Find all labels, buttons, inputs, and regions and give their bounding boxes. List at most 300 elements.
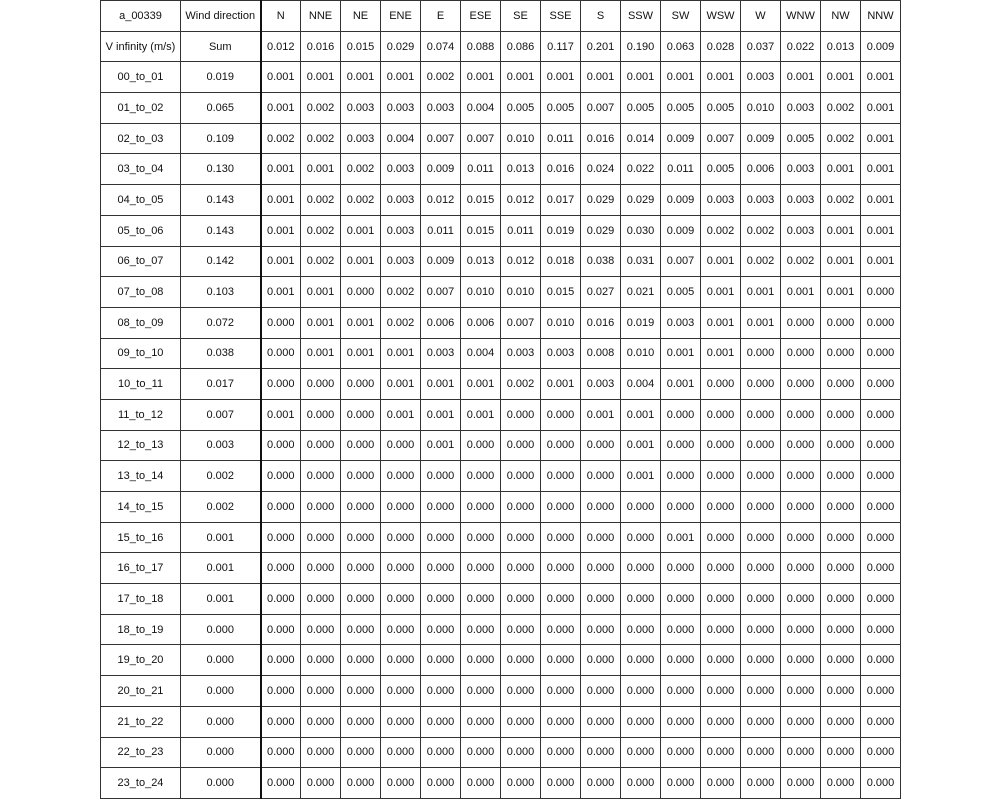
probability-cell: 0.002 [301, 123, 341, 154]
probability-cell: 0.000 [341, 553, 381, 584]
probability-cell: 0.002 [341, 154, 381, 185]
speed-bin-sum: 0.130 [181, 154, 261, 185]
probability-cell: 0.008 [581, 338, 621, 369]
probability-cell: 0.000 [341, 461, 381, 492]
probability-cell: 0.000 [301, 430, 341, 461]
table-row [101, 768, 901, 799]
probability-cell: 0.000 [501, 614, 541, 645]
probability-cell: 0.000 [421, 461, 461, 492]
probability-cell: 0.010 [621, 338, 661, 369]
probability-cell: 0.003 [381, 93, 421, 124]
direction-header-ene: ENE [381, 1, 421, 32]
speed-bin-sum: 0.103 [181, 277, 261, 308]
speed-bin-sum: 0.143 [181, 215, 261, 246]
probability-cell: 0.000 [341, 768, 381, 799]
speed-bin-sum: 0.001 [181, 522, 261, 553]
probability-cell: 0.000 [781, 768, 821, 799]
probability-cell: 0.011 [461, 154, 501, 185]
speed-bin-label: 08_to_09 [101, 307, 181, 338]
probability-cell: 0.001 [341, 215, 381, 246]
probability-cell: 0.000 [821, 553, 861, 584]
probability-cell: 0.013 [461, 246, 501, 277]
probability-cell: 0.001 [421, 369, 461, 400]
probability-cell: 0.001 [501, 62, 541, 93]
direction-header-wsw: WSW [701, 1, 741, 32]
speed-bin-sum: 0.109 [181, 123, 261, 154]
probability-cell: 0.004 [381, 123, 421, 154]
probability-cell: 0.000 [541, 768, 581, 799]
table-row [101, 123, 901, 154]
speed-bin-label: 15_to_16 [101, 522, 181, 553]
probability-cell: 0.003 [421, 93, 461, 124]
probability-cell: 0.000 [821, 492, 861, 523]
probability-cell: 0.000 [621, 676, 661, 707]
probability-cell: 0.000 [541, 522, 581, 553]
probability-cell: 0.001 [261, 277, 301, 308]
probability-cell: 0.000 [741, 430, 781, 461]
speed-bin-label: 19_to_20 [101, 645, 181, 676]
probability-cell: 0.000 [781, 369, 821, 400]
direction-sum-cell: 0.088 [461, 31, 501, 62]
probability-cell: 0.001 [661, 338, 701, 369]
probability-cell: 0.000 [821, 338, 861, 369]
direction-header-nnw: NNW [861, 1, 901, 32]
probability-cell: 0.000 [821, 584, 861, 615]
probability-cell: 0.001 [341, 62, 381, 93]
probability-cell: 0.001 [381, 62, 421, 93]
probability-cell: 0.000 [261, 492, 301, 523]
probability-cell: 0.000 [421, 522, 461, 553]
speed-bin-sum: 0.000 [181, 768, 261, 799]
probability-cell: 0.000 [661, 553, 701, 584]
probability-cell: 0.000 [781, 338, 821, 369]
probability-cell: 0.007 [461, 123, 501, 154]
probability-cell: 0.002 [421, 62, 461, 93]
probability-cell: 0.000 [661, 584, 701, 615]
probability-cell: 0.001 [861, 246, 901, 277]
probability-cell: 0.000 [341, 645, 381, 676]
probability-cell: 0.000 [861, 584, 901, 615]
direction-header-e: E [421, 1, 461, 32]
probability-cell: 0.000 [261, 584, 301, 615]
probability-cell: 0.001 [581, 62, 621, 93]
probability-cell: 0.003 [661, 307, 701, 338]
probability-cell: 0.006 [421, 307, 461, 338]
probability-cell: 0.011 [541, 123, 581, 154]
probability-cell: 0.000 [861, 399, 901, 430]
speed-bin-sum: 0.000 [181, 645, 261, 676]
probability-cell: 0.000 [861, 277, 901, 308]
probability-cell: 0.000 [341, 676, 381, 707]
speed-bin-label: 21_to_22 [101, 706, 181, 737]
probability-cell: 0.010 [541, 307, 581, 338]
speed-bin-sum: 0.000 [181, 706, 261, 737]
probability-cell: 0.003 [501, 338, 541, 369]
probability-cell: 0.000 [341, 706, 381, 737]
speed-bin-label: 02_to_03 [101, 123, 181, 154]
probability-cell: 0.001 [301, 62, 341, 93]
probability-cell: 0.000 [421, 706, 461, 737]
probability-cell: 0.004 [461, 338, 501, 369]
probability-cell: 0.000 [541, 430, 581, 461]
probability-cell: 0.001 [861, 185, 901, 216]
probability-cell: 0.009 [661, 215, 701, 246]
probability-cell: 0.000 [661, 645, 701, 676]
table-row [101, 369, 901, 400]
probability-cell: 0.000 [301, 768, 341, 799]
speed-bin-sum: 0.001 [181, 584, 261, 615]
probability-cell: 0.000 [661, 614, 701, 645]
probability-cell: 0.000 [261, 553, 301, 584]
probability-cell: 0.000 [381, 461, 421, 492]
probability-cell: 0.003 [741, 185, 781, 216]
probability-cell: 0.003 [541, 338, 581, 369]
probability-cell: 0.000 [261, 307, 301, 338]
probability-cell: 0.000 [301, 369, 341, 400]
direction-sum-cell: 0.012 [261, 31, 301, 62]
probability-cell: 0.000 [381, 706, 421, 737]
probability-cell: 0.000 [461, 614, 501, 645]
probability-cell: 0.000 [341, 737, 381, 768]
probability-cell: 0.000 [541, 399, 581, 430]
probability-cell: 0.001 [541, 62, 581, 93]
probability-cell: 0.015 [541, 277, 581, 308]
probability-cell: 0.003 [421, 338, 461, 369]
probability-cell: 0.009 [661, 185, 701, 216]
probability-cell: 0.000 [741, 369, 781, 400]
probability-cell: 0.010 [501, 277, 541, 308]
probability-cell: 0.000 [821, 307, 861, 338]
probability-cell: 0.006 [741, 154, 781, 185]
probability-cell: 0.000 [781, 584, 821, 615]
probability-cell: 0.007 [701, 123, 741, 154]
probability-cell: 0.000 [381, 584, 421, 615]
probability-cell: 0.001 [301, 307, 341, 338]
probability-cell: 0.000 [861, 307, 901, 338]
probability-cell: 0.000 [461, 645, 501, 676]
probability-cell: 0.027 [581, 277, 621, 308]
probability-cell: 0.002 [781, 246, 821, 277]
table-row [101, 614, 901, 645]
probability-cell: 0.000 [461, 522, 501, 553]
probability-cell: 0.000 [741, 706, 781, 737]
probability-cell: 0.003 [381, 185, 421, 216]
probability-cell: 0.010 [501, 123, 541, 154]
probability-cell: 0.011 [501, 215, 541, 246]
probability-cell: 0.001 [261, 154, 301, 185]
probability-cell: 0.000 [621, 737, 661, 768]
probability-cell: 0.000 [701, 461, 741, 492]
probability-cell: 0.001 [341, 338, 381, 369]
probability-cell: 0.000 [821, 430, 861, 461]
probability-cell: 0.001 [261, 62, 301, 93]
table-row [101, 645, 901, 676]
probability-cell: 0.015 [461, 185, 501, 216]
probability-cell: 0.000 [781, 553, 821, 584]
probability-cell: 0.000 [581, 492, 621, 523]
probability-cell: 0.000 [861, 706, 901, 737]
probability-cell: 0.000 [661, 676, 701, 707]
speed-bin-sum: 0.019 [181, 62, 261, 93]
probability-cell: 0.010 [461, 277, 501, 308]
direction-sum-cell: 0.029 [381, 31, 421, 62]
table-row [101, 62, 901, 93]
probability-cell: 0.005 [501, 93, 541, 124]
probability-cell: 0.000 [541, 584, 581, 615]
probability-cell: 0.004 [621, 369, 661, 400]
speed-bin-label: 18_to_19 [101, 614, 181, 645]
probability-cell: 0.001 [341, 246, 381, 277]
probability-cell: 0.000 [381, 430, 421, 461]
probability-cell: 0.000 [461, 461, 501, 492]
speed-bin-label: 14_to_15 [101, 492, 181, 523]
probability-cell: 0.000 [341, 277, 381, 308]
speed-bin-sum: 0.143 [181, 185, 261, 216]
direction-header-sw: SW [661, 1, 701, 32]
probability-cell: 0.002 [341, 185, 381, 216]
speed-bin-label: 04_to_05 [101, 185, 181, 216]
speed-bin-label: 07_to_08 [101, 277, 181, 308]
probability-cell: 0.001 [541, 369, 581, 400]
probability-cell: 0.000 [701, 430, 741, 461]
speed-bin-sum: 0.017 [181, 369, 261, 400]
speed-bin-sum: 0.002 [181, 492, 261, 523]
probability-cell: 0.011 [661, 154, 701, 185]
probability-cell: 0.000 [381, 737, 421, 768]
speed-bin-label: 23_to_24 [101, 768, 181, 799]
probability-cell: 0.000 [781, 614, 821, 645]
probability-cell: 0.000 [621, 768, 661, 799]
probability-cell: 0.000 [341, 492, 381, 523]
speed-bin-sum: 0.000 [181, 614, 261, 645]
probability-cell: 0.000 [261, 645, 301, 676]
direction-header-nne: NNE [301, 1, 341, 32]
direction-sum-cell: 0.015 [341, 31, 381, 62]
probability-cell: 0.000 [381, 614, 421, 645]
probability-cell: 0.001 [821, 62, 861, 93]
probability-cell: 0.005 [781, 123, 821, 154]
probability-cell: 0.002 [821, 93, 861, 124]
probability-cell: 0.031 [621, 246, 661, 277]
probability-cell: 0.000 [341, 369, 381, 400]
probability-cell: 0.003 [701, 185, 741, 216]
probability-cell: 0.000 [541, 492, 581, 523]
probability-cell: 0.000 [621, 522, 661, 553]
probability-cell: 0.001 [461, 369, 501, 400]
speed-bin-sum: 0.142 [181, 246, 261, 277]
probability-cell: 0.000 [461, 676, 501, 707]
probability-cell: 0.000 [741, 645, 781, 676]
probability-cell: 0.000 [781, 706, 821, 737]
probability-cell: 0.002 [301, 246, 341, 277]
probability-cell: 0.000 [781, 307, 821, 338]
probability-cell: 0.000 [621, 614, 661, 645]
probability-cell: 0.000 [741, 584, 781, 615]
table-row [101, 185, 901, 216]
probability-cell: 0.015 [461, 215, 501, 246]
probability-cell: 0.001 [261, 215, 301, 246]
probability-cell: 0.000 [541, 676, 581, 707]
probability-cell: 0.006 [461, 307, 501, 338]
probability-cell: 0.001 [621, 430, 661, 461]
speed-bin-sum: 0.001 [181, 553, 261, 584]
probability-cell: 0.000 [501, 768, 541, 799]
probability-cell: 0.000 [861, 645, 901, 676]
probability-cell: 0.000 [541, 737, 581, 768]
probability-cell: 0.001 [701, 277, 741, 308]
probability-cell: 0.005 [541, 93, 581, 124]
probability-cell: 0.016 [581, 307, 621, 338]
probability-cell: 0.000 [341, 584, 381, 615]
probability-cell: 0.000 [821, 706, 861, 737]
probability-cell: 0.000 [421, 584, 461, 615]
probability-cell: 0.002 [381, 307, 421, 338]
probability-cell: 0.029 [581, 215, 621, 246]
probability-cell: 0.000 [621, 645, 661, 676]
probability-cell: 0.000 [861, 461, 901, 492]
probability-cell: 0.000 [581, 768, 621, 799]
probability-cell: 0.003 [781, 185, 821, 216]
probability-cell: 0.000 [701, 584, 741, 615]
corner-id-cell: a_00339 [101, 1, 181, 32]
probability-cell: 0.001 [621, 62, 661, 93]
probability-cell: 0.001 [821, 246, 861, 277]
probability-cell: 0.000 [621, 706, 661, 737]
probability-cell: 0.001 [861, 154, 901, 185]
probability-cell: 0.002 [821, 123, 861, 154]
speed-bin-label: 09_to_10 [101, 338, 181, 369]
probability-cell: 0.002 [381, 277, 421, 308]
probability-cell: 0.001 [621, 399, 661, 430]
table-row [101, 215, 901, 246]
speed-bin-label: 22_to_23 [101, 737, 181, 768]
probability-cell: 0.001 [701, 62, 741, 93]
direction-sum-cell: 0.037 [741, 31, 781, 62]
speed-bin-sum: 0.038 [181, 338, 261, 369]
probability-cell: 0.001 [781, 277, 821, 308]
probability-cell: 0.016 [581, 123, 621, 154]
probability-cell: 0.000 [301, 522, 341, 553]
probability-cell: 0.000 [781, 461, 821, 492]
probability-cell: 0.002 [301, 93, 341, 124]
table-row [101, 522, 901, 553]
table-row [101, 737, 901, 768]
probability-cell: 0.038 [581, 246, 621, 277]
probability-cell: 0.004 [461, 93, 501, 124]
probability-cell: 0.000 [261, 461, 301, 492]
probability-cell: 0.000 [501, 706, 541, 737]
probability-cell: 0.000 [661, 399, 701, 430]
probability-cell: 0.003 [341, 123, 381, 154]
probability-cell: 0.000 [701, 399, 741, 430]
probability-cell: 0.029 [621, 185, 661, 216]
probability-cell: 0.000 [701, 768, 741, 799]
probability-cell: 0.003 [781, 215, 821, 246]
probability-cell: 0.014 [621, 123, 661, 154]
probability-cell: 0.000 [741, 492, 781, 523]
probability-cell: 0.000 [301, 676, 341, 707]
probability-cell: 0.019 [621, 307, 661, 338]
probability-cell: 0.001 [461, 399, 501, 430]
probability-cell: 0.000 [781, 399, 821, 430]
probability-cell: 0.016 [541, 154, 581, 185]
probability-cell: 0.000 [701, 737, 741, 768]
probability-cell: 0.000 [861, 338, 901, 369]
probability-cell: 0.000 [661, 492, 701, 523]
probability-cell: 0.009 [661, 123, 701, 154]
probability-cell: 0.000 [661, 737, 701, 768]
probability-cell: 0.000 [541, 614, 581, 645]
probability-cell: 0.000 [421, 614, 461, 645]
probability-cell: 0.000 [701, 676, 741, 707]
probability-cell: 0.000 [421, 492, 461, 523]
probability-cell: 0.001 [301, 277, 341, 308]
probability-cell: 0.011 [421, 215, 461, 246]
probability-cell: 0.000 [821, 768, 861, 799]
probability-cell: 0.002 [741, 246, 781, 277]
probability-cell: 0.000 [701, 614, 741, 645]
speed-bin-sum: 0.065 [181, 93, 261, 124]
probability-cell: 0.017 [541, 185, 581, 216]
probability-cell: 0.000 [461, 737, 501, 768]
probability-cell: 0.012 [501, 185, 541, 216]
probability-cell: 0.001 [301, 154, 341, 185]
table-row [101, 492, 901, 523]
probability-cell: 0.000 [341, 614, 381, 645]
probability-cell: 0.001 [861, 62, 901, 93]
probability-cell: 0.003 [341, 93, 381, 124]
probability-cell: 0.000 [701, 522, 741, 553]
probability-cell: 0.000 [701, 369, 741, 400]
probability-cell: 0.000 [421, 737, 461, 768]
probability-cell: 0.001 [661, 369, 701, 400]
probability-cell: 0.000 [861, 369, 901, 400]
speed-bin-label: 20_to_21 [101, 676, 181, 707]
probability-cell: 0.000 [421, 676, 461, 707]
probability-cell: 0.000 [861, 522, 901, 553]
probability-cell: 0.000 [381, 645, 421, 676]
direction-header-ese: ESE [461, 1, 501, 32]
probability-cell: 0.012 [421, 185, 461, 216]
table-row [101, 676, 901, 707]
probability-cell: 0.000 [301, 737, 341, 768]
probability-cell: 0.000 [741, 338, 781, 369]
probability-cell: 0.001 [861, 93, 901, 124]
probability-cell: 0.010 [741, 93, 781, 124]
speed-bin-label: 11_to_12 [101, 399, 181, 430]
probability-cell: 0.000 [581, 676, 621, 707]
probability-cell: 0.003 [381, 154, 421, 185]
probability-cell: 0.002 [301, 185, 341, 216]
probability-cell: 0.000 [301, 399, 341, 430]
probability-cell: 0.000 [621, 492, 661, 523]
probability-cell: 0.005 [701, 154, 741, 185]
probability-cell: 0.002 [701, 215, 741, 246]
probability-cell: 0.001 [341, 307, 381, 338]
probability-cell: 0.000 [741, 676, 781, 707]
table-row [101, 307, 901, 338]
probability-cell: 0.000 [541, 553, 581, 584]
probability-cell: 0.000 [261, 768, 301, 799]
probability-cell: 0.000 [581, 737, 621, 768]
probability-cell: 0.001 [301, 338, 341, 369]
probability-cell: 0.000 [861, 553, 901, 584]
probability-cell: 0.001 [461, 62, 501, 93]
speed-bin-label: 12_to_13 [101, 430, 181, 461]
probability-cell: 0.000 [261, 522, 301, 553]
probability-cell: 0.007 [421, 123, 461, 154]
probability-cell: 0.003 [581, 369, 621, 400]
